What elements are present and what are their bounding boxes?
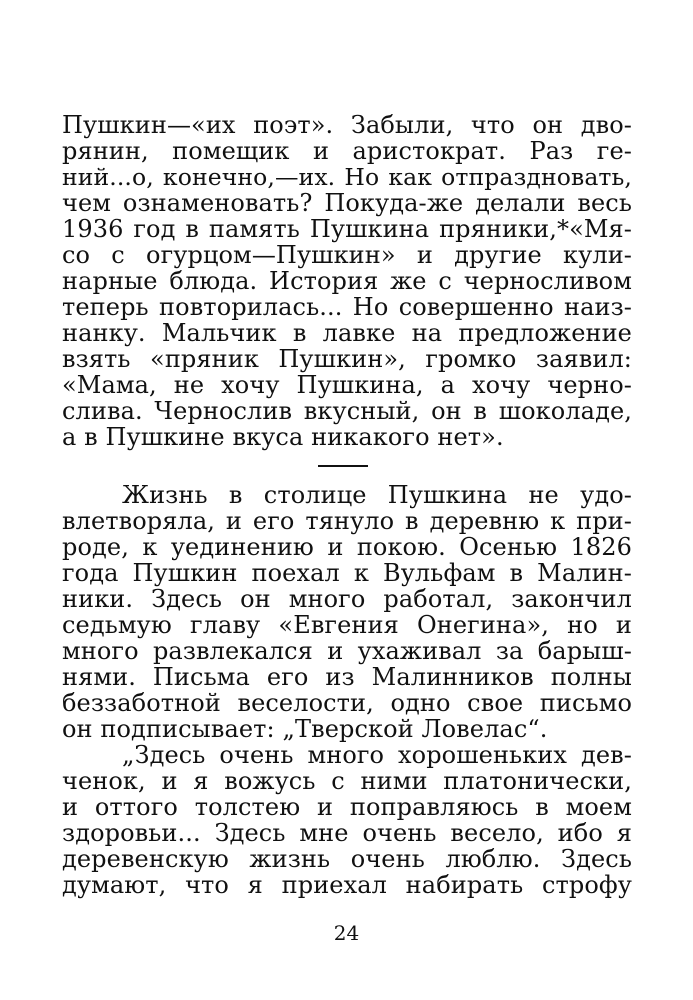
text-line: ники. Здесь он много работал, закончил xyxy=(62,585,632,613)
text-line: седьмую главу «Евгения Онегина», но и xyxy=(62,611,632,639)
text-line: нанку. Мальчик в лавке на предложение xyxy=(62,319,632,347)
text-line: слива. Чернослив вкусный, он в шоколаде, xyxy=(62,397,632,425)
text-line: со с огурцом—Пушкин» и другие кули- xyxy=(62,241,632,269)
text-line: рянин, помещик и аристократ. Раз ге- xyxy=(62,137,632,165)
text-line: чем ознаменовать? Покуда-же делали весь xyxy=(62,189,632,217)
text-line: деревенскую жизнь очень люблю. Здесь xyxy=(62,845,632,873)
page-number: 24 xyxy=(333,921,360,945)
text-line: ченок, и я вожусь с ними платонически, xyxy=(62,767,632,795)
text-line: думают, что я приехал набирать строфу xyxy=(62,871,632,899)
text-line: а в Пушкине вкуса никакого нет». xyxy=(62,423,504,451)
text-line: «Мама, не хочу Пушкина, а хочу черно- xyxy=(62,371,632,399)
text-line: много развлекался и ухаживал за барыш- xyxy=(62,637,632,665)
text-line: здоровьи... Здесь мне очень весело, ибо я xyxy=(62,819,632,847)
text-line: „Здесь очень много хорошеньких дев- xyxy=(122,741,632,769)
text-line: ний...о, конечно,—их. Но как отпраздновать, xyxy=(62,163,632,191)
text-line: он подписывает: „Тверской Ловелас“. xyxy=(62,715,548,743)
text-line: года Пушкин поехал к Вульфам в Малин- xyxy=(62,559,632,587)
section-divider xyxy=(318,465,368,467)
text-line: беззаботной веселости, одно свое письмо xyxy=(62,689,632,717)
text-line: теперь повторилась... Но совершенно наиз- xyxy=(62,293,632,321)
text-line: роде, к уединению и покою. Осенью 1826 xyxy=(62,533,632,561)
text-line: нями. Письма его из Малинников полны xyxy=(62,663,632,691)
text-line: влетворяла, и его тянуло в деревню к при- xyxy=(62,507,632,535)
text-line: 1936 год в память Пушкина пряники,*«Мя- xyxy=(62,215,632,243)
text-line: нарные блюда. История же с черносливом xyxy=(62,267,632,295)
text-line: Пушкин—«их поэт». Забыли, что он дво- xyxy=(62,111,632,139)
text-line: взять «пряник Пушкин», громко заявил: xyxy=(62,345,632,373)
text-line: и оттого толстею и поправляюсь в моем xyxy=(62,793,632,821)
text-line: Жизнь в столице Пушкина не удо- xyxy=(122,481,632,509)
